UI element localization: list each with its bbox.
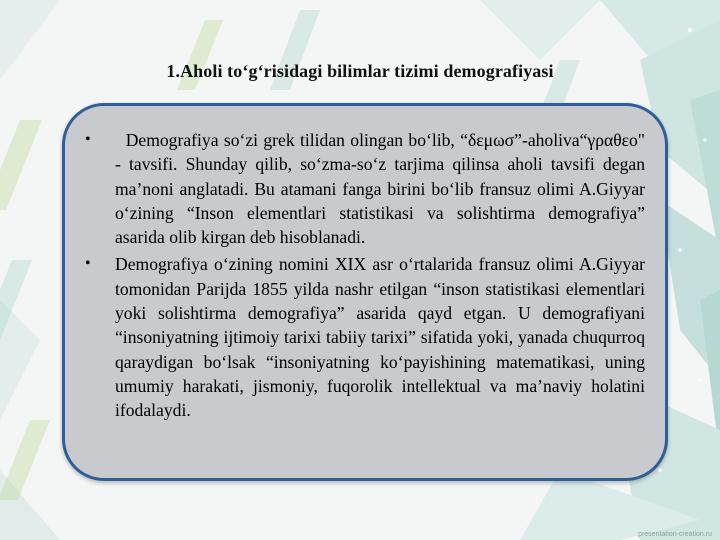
bullet-list [82,128,650,426]
bullet-symbol: • [85,255,91,273]
bullet-text: Demografiya so‘zi grek tilidan olingan bo‘lib, “δεμωσ”-aholiva“γραθεο" - tavsifi. Shunday qilib, so‘zma-so‘z tarjima qilinsa aholi tavsifi degan ma’noni anglatadi. Bu atamani fanga birini bo‘lib fransuz olimi A.Giyyar o‘zining “Inson elementlari statistikasi va solishtirma demografiya” asarida olib kirgan deb hisoblanadi. [115,130,650,248]
slide-title: 1.Aholi to‘g‘risidagi bilimlar tizimi demografiyasi [166,61,554,81]
footer-credit: presentation-creation.ru [638,531,712,538]
bullet-item [82,128,650,249]
bullet-symbol: • [85,131,91,148]
bullet-item [82,252,645,422]
bullet-text: Demografiya o‘zining nomini XIX asr o‘rtalarida fransuz olimi A.Giyyar tomonidan Parijda 1855 yilda nashr etilgan “inson statistikasi elementlari yoki solishtirma demografiya” asarida qayd etgan. U demografiyani “insoniyatning ijtimoiy tarixi tabiiy tarixi” sifatida yoki, yanada chuqurroq qaraydigan bo‘lsak “insoniyatning ko‘payishining matematikasi, uning umumiy harakati, jismoniy, fuqorolik intellektual va ma’naviy holatini ifodalaydi. [115,254,645,421]
